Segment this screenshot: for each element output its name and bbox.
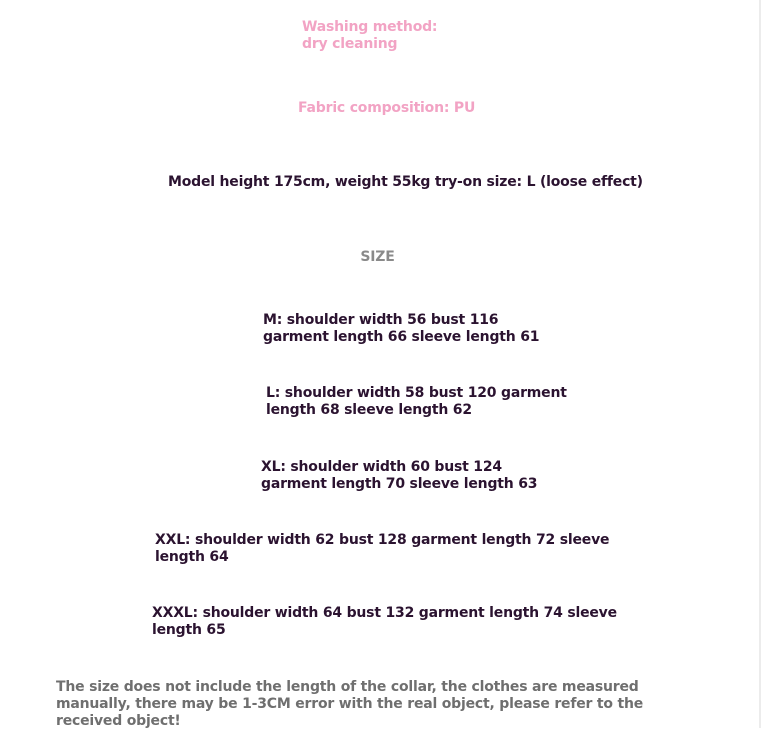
washing-method-text: Washing method: dry cleaning — [302, 19, 438, 52]
model-info-text: Model height 175cm, weight 55kg try-on size: L (loose effect) — [168, 174, 643, 190]
size-xxxl-spec: XXXL: shoulder width 64 bust 132 garment length 74 sleeve length 65 — [152, 605, 617, 638]
size-xxl-spec: XXL: shoulder width 62 bust 128 garment length 72 sleeve length 64 — [155, 532, 610, 565]
right-edge-divider — [759, 0, 761, 728]
size-l-spec: L: shoulder width 58 bust 120 garment length 68 sleeve length 62 — [266, 385, 567, 418]
size-xl-spec: XL: shoulder width 60 bust 124 garment length 70 sleeve length 63 — [261, 459, 538, 492]
size-m-spec: M: shoulder width 56 bust 116 garment length 66 sleeve length 61 — [263, 312, 540, 345]
size-heading: SIZE — [360, 249, 395, 265]
measurement-disclaimer: The size does not include the length of the collar, the clothes are measured manually, there may be 1-3CM error with the real object, please refer to the received object! — [56, 679, 644, 729]
fabric-composition-text: Fabric composition: PU — [298, 100, 476, 116]
